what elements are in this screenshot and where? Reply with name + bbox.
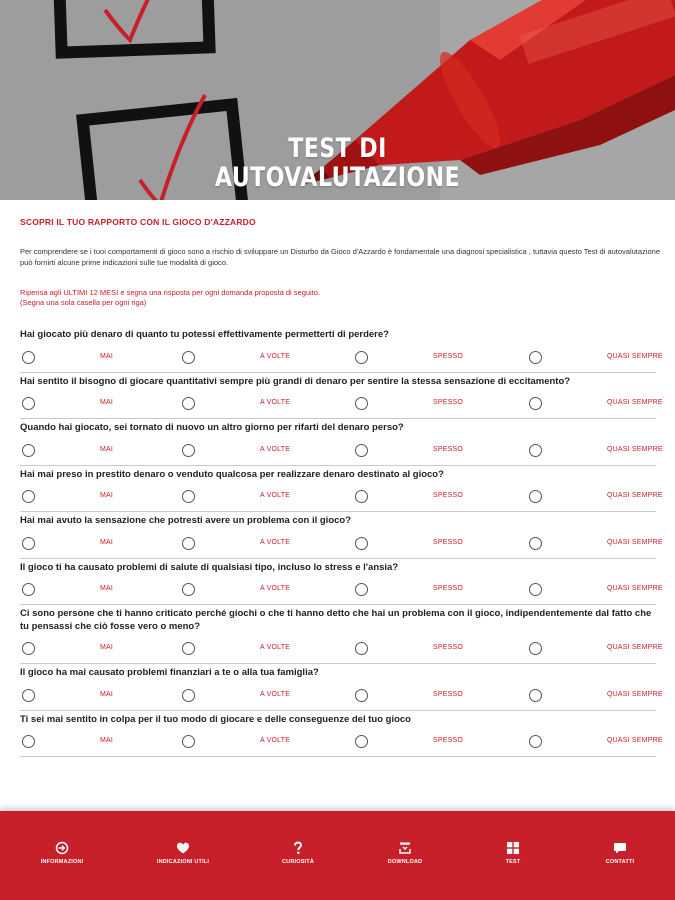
option-label: MAI [100,690,114,698]
question-item [20,664,663,711]
radio-button[interactable] [529,490,542,503]
radio-button[interactable] [22,537,35,550]
question-text: Il gioco ha mai causato problemi finanziari a te o alla tua famiglia? [20,667,319,678]
question-text: Hai sentito il bisogno di giocare quantitativi sempre più grandi di denaro per sentire la stessa sensazione di eccitamento? [20,375,571,387]
option-label: MAI [100,352,114,360]
nav-informazioni[interactable] [17,841,107,865]
radio-button[interactable] [182,642,195,655]
radio-button[interactable] [22,689,35,702]
option-label: SPESSO [433,492,463,499]
nav-label: TEST [505,859,521,865]
radio-button[interactable] [355,444,368,457]
option-label: MAI [100,644,114,651]
option-label: QUASI SEMPRE [607,737,663,744]
radio-button[interactable] [22,444,35,457]
question-text: Ci sono persone che ti hanno criticato perché giochi o che ti hanno detto che hai un problema con il gioco, indipendentemente dal fatto che tu pensassi che ciò fosse vero o meno? [20,608,652,632]
title-line-1: TEST DI [288,133,387,164]
radio-button[interactable] [182,490,195,503]
question-text: Hai mai avuto la sensazione che potresti avere un problema con il gioco? [20,515,352,526]
answer-options [20,481,663,511]
option-label: SPESSO [433,644,463,651]
nav-label: INFORMAZIONI [40,859,84,865]
question-text: Quando hai giocato, sei tornato di nuovo un altro giorno per rifarti del denaro perso? [20,422,404,433]
option-label: MAI [100,737,114,744]
option-label: QUASI SEMPRE [607,690,663,698]
option-label: QUASI SEMPRE [607,585,663,592]
option-label: A VOLTE [260,492,291,499]
answer-options [20,633,663,663]
option-label: MAI [100,492,114,499]
option-label: A VOLTE [260,399,291,406]
option-label: SPESSO [433,445,463,453]
radio-button[interactable] [22,735,35,748]
option-label: A VOLTE [260,352,291,360]
question-item [20,326,663,373]
question-list [20,326,663,757]
radio-button[interactable] [529,583,542,596]
intro-text: Per comprendere se i tuoi comportamenti di gioco sono a rischio di sviluppare un Disturbo da Gioco d'Azzardo è fondamentale una diagnosi specialistica , tuttavia questo Test di autovalutazione può fornirti alcune prime indicazioni sulle tue modalità di gioco. [20,247,660,267]
radio-button[interactable] [355,397,368,410]
question-text: Hai mai preso in prestito denaro o venduto qualcosa per realizzare denaro destinato al gioco? [20,468,444,480]
option-label: A VOLTE [260,585,291,592]
option-label: MAI [100,585,114,592]
radio-button[interactable] [355,490,368,503]
question-item [20,373,663,420]
option-label: SPESSO [433,690,463,698]
nav-test[interactable] [468,841,558,865]
bottom-navigation [0,811,675,900]
download-icon [398,841,412,855]
option-label: SPESSO [433,352,463,360]
radio-button[interactable] [355,583,368,596]
option-label: SPESSO [433,585,463,592]
radio-button[interactable] [355,351,368,364]
radio-button[interactable] [22,397,35,410]
radio-button[interactable] [22,583,35,596]
nav-label: CURIOSITÀ [281,859,315,865]
question-text: Ti sei mai sentito in colpa per il tuo modo di giocare e delle conseguenze del tuo gioco [20,713,411,725]
radio-button[interactable] [355,642,368,655]
option-label: A VOLTE [260,737,291,744]
option-label: SPESSO [433,737,463,744]
radio-button[interactable] [182,583,195,596]
nav-label: CONTATTI [605,859,635,865]
page-title [61,134,615,192]
chat-icon [613,841,627,855]
intro-heading: SCOPRI IL TUO RAPPORTO CON IL GIOCO D'AZZARDO [20,217,256,227]
option-label: QUASI SEMPRE [607,352,663,360]
nav-label: DOWNLOAD [387,859,423,865]
option-label: QUASI SEMPRE [607,445,663,453]
question-item [20,512,663,559]
option-label: MAI [100,538,114,546]
instruction-line-1: Ripensa agli ULTIMI 12 MESI e segna una risposta per ogni domanda proposta di seguito. [20,288,321,297]
question-text: Hai giocato più denaro di quanto tu potessi effettivamente permetterti di perdere? [20,329,389,340]
nav-download[interactable] [360,841,450,865]
heart-icon [176,841,190,855]
question-item [20,711,663,758]
radio-button[interactable] [182,689,195,702]
nav-curiosita[interactable] [253,841,343,865]
radio-button[interactable] [182,537,195,550]
answer-options [20,680,663,710]
option-label: SPESSO [433,399,463,406]
radio-button[interactable] [529,444,542,457]
radio-button[interactable] [182,351,195,364]
answer-options [20,435,663,465]
radio-button[interactable] [22,351,35,364]
radio-button[interactable] [355,735,368,748]
option-label: A VOLTE [260,445,291,453]
radio-button[interactable] [529,397,542,410]
option-label: QUASI SEMPRE [607,644,663,651]
title-line-2: AUTOVALUTAZIONE [214,162,461,193]
radio-button[interactable] [355,537,368,550]
question-text: Il gioco ti ha causato problemi di salute di qualsiasi tipo, incluso lo stress e l'ansia? [20,561,399,573]
radio-button[interactable] [182,397,195,410]
hero-banner [0,0,675,200]
instructions [20,288,660,308]
answer-options [20,574,663,604]
radio-button[interactable] [22,642,35,655]
answer-options [20,726,663,756]
nav-label: INDICAZIONI UTILI [156,859,210,865]
radio-button[interactable] [529,537,542,550]
option-label: MAI [100,399,114,406]
option-label: A VOLTE [260,644,291,651]
option-label: QUASI SEMPRE [607,492,663,499]
instruction-line-2: (Segna una sola casella per ogni riga) [20,298,147,307]
answer-options [20,528,663,558]
answer-options [20,388,663,418]
radio-button[interactable] [355,689,368,702]
radio-button[interactable] [529,689,542,702]
option-label: SPESSO [433,538,463,546]
option-label: QUASI SEMPRE [607,399,663,406]
radio-button[interactable] [529,642,542,655]
option-label: A VOLTE [260,690,291,698]
answer-options [20,342,663,372]
nav-indicazioni-utili[interactable] [138,841,228,865]
radio-button[interactable] [529,735,542,748]
radio-button[interactable] [22,490,35,503]
option-label: A VOLTE [260,538,291,546]
radio-button[interactable] [182,444,195,457]
radio-button[interactable] [529,351,542,364]
grid-icon [506,841,520,855]
question-item [20,419,663,466]
radio-button[interactable] [182,735,195,748]
option-label: MAI [100,445,114,453]
question-item [20,466,663,513]
question-icon [291,841,305,855]
question-item [20,559,663,606]
option-label: QUASI SEMPRE [607,538,663,546]
nav-contatti[interactable] [575,841,665,865]
info-arrow-icon [55,841,69,855]
question-item [20,605,663,664]
